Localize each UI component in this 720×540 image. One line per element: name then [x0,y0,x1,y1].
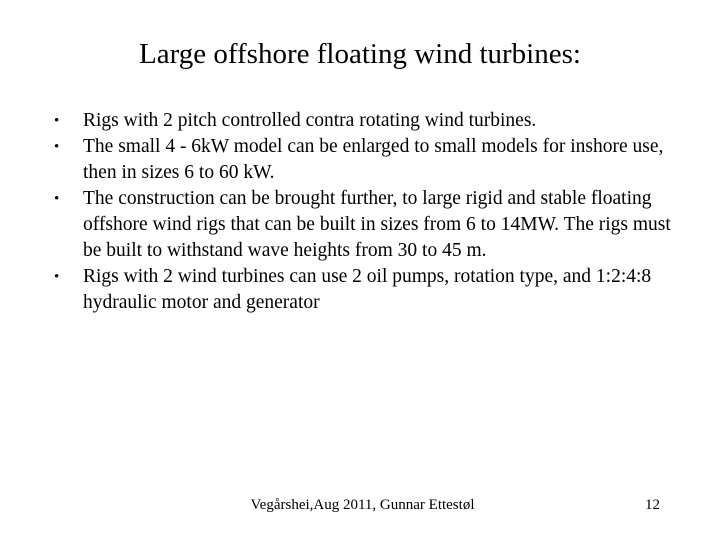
bullet-icon: • [54,269,60,285]
footer-text: Vegårshei,Aug 2011, Gunnar Ettestøl [250,497,475,513]
bullet-list [54,108,674,316]
bullet-text: The small 4 - 6kW model can be enlarged to small models for inshore use, then in sizes 6 to 60 kW. [83,136,664,183]
bullet-icon: • [54,113,60,129]
slide-footer [0,494,720,516]
bullet-item-2 [54,134,674,186]
bullet-text: Rigs with 2 wind turbines can use 2 oil pumps, rotation type, and 1:2:4:8 hydraulic motor and generator [83,266,652,313]
slide-title: Large offshore floating wind turbines: [139,38,581,70]
page-number: 12 [645,497,660,513]
bullet-item-1 [54,108,674,134]
bullet-icon: • [54,191,60,207]
bullet-text: Rigs with 2 pitch controlled contra rotating wind turbines. [83,110,537,131]
bullet-text: The construction can be brought further, to large rigid and stable floating offshore wind rigs that can be built in sizes from 6 to 14MW. The rigs must be built to withstand wave heights from 30 to 45 m. [83,188,671,261]
bullet-item-4 [54,264,674,316]
bullet-item-3 [54,186,674,264]
bullet-icon: • [54,139,60,155]
